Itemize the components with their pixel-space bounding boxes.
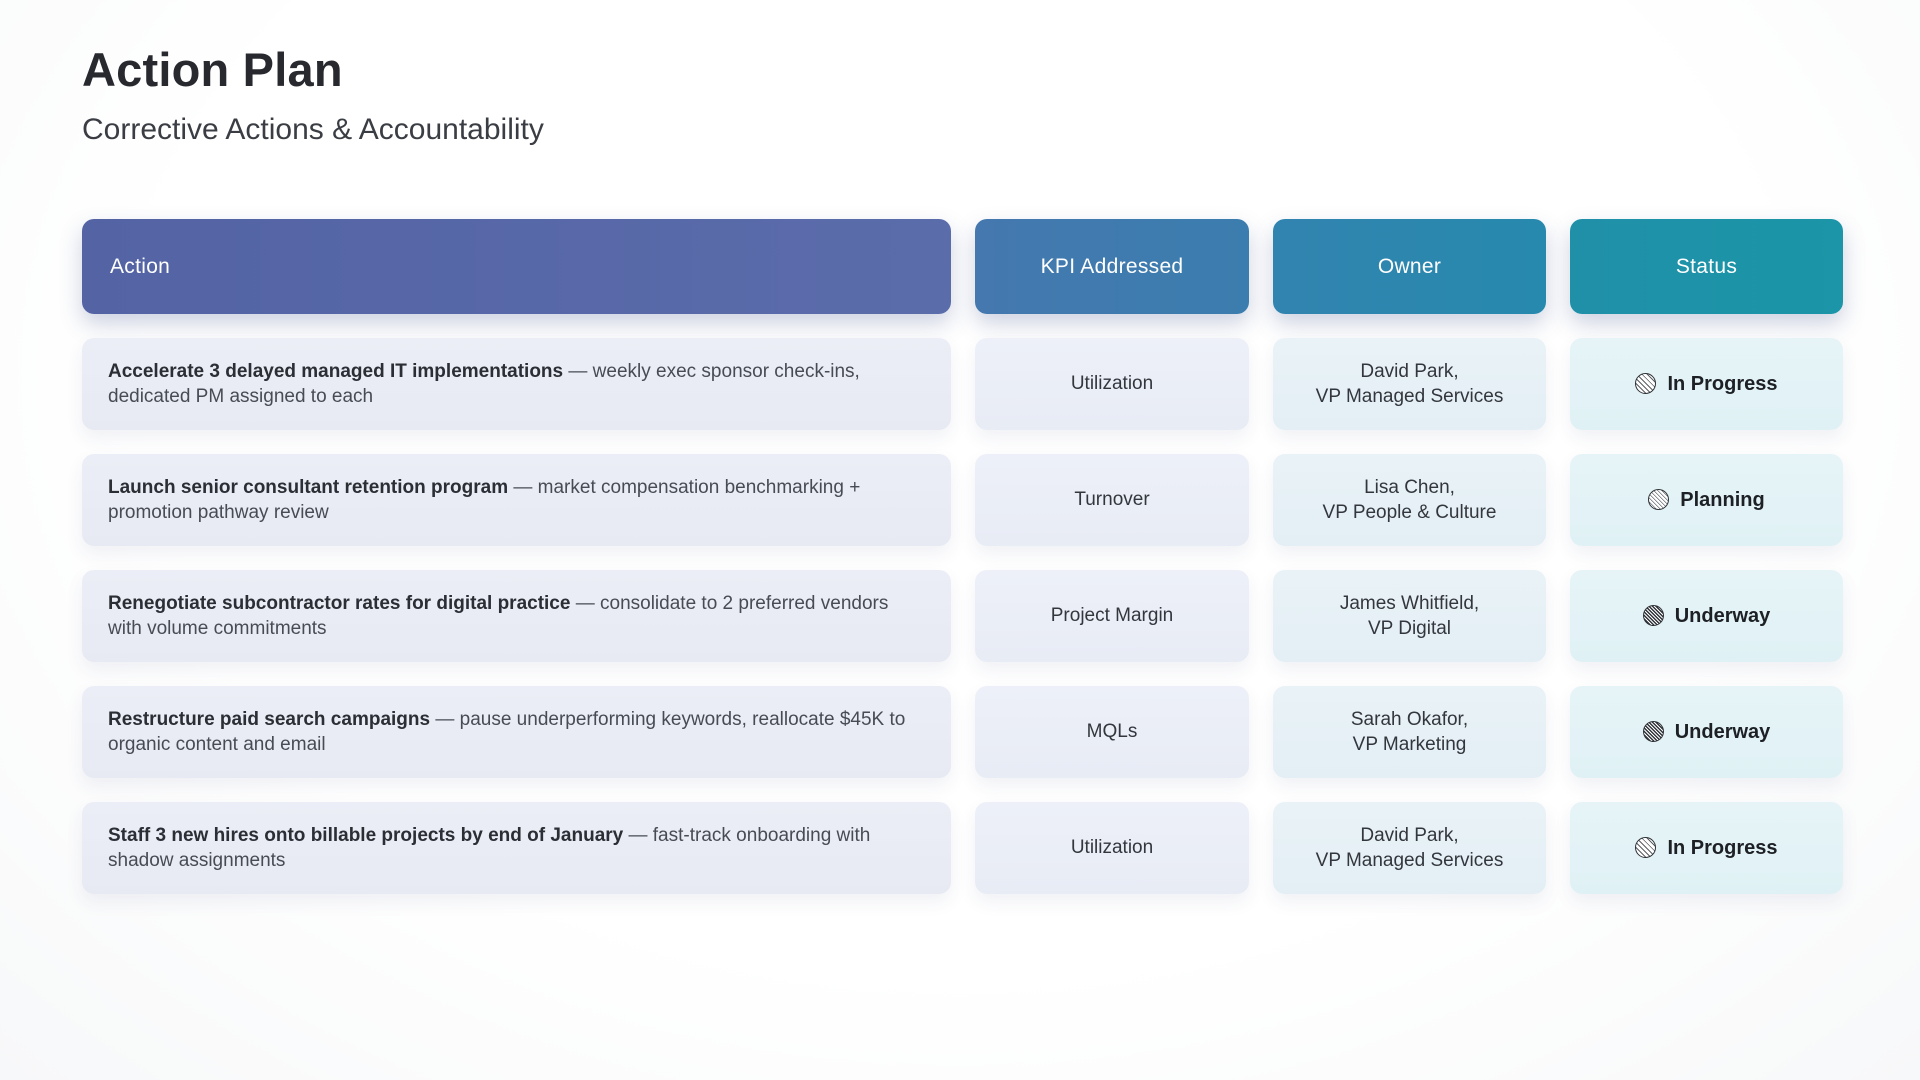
status-hatched-circle-icon [1643,605,1664,626]
owner-value [1316,823,1504,873]
table-row-1-action-cell [82,338,951,430]
owner-value [1351,707,1468,757]
status-badge [1648,487,1764,513]
owner-title: VP Managed Services [1315,850,1504,871]
owner-title: VP Digital [1367,618,1452,639]
table-row-2-status-cell [1570,454,1843,546]
action-detail: — weekly exec sponsor check-ins, dedicated PM assigned to each [108,360,860,407]
table-row-3-status-cell [1570,570,1843,662]
action-detail: — market compensation benchmarking + promotion pathway review [108,476,861,523]
action-detail: — fast-track onboarding with shadow assignments [108,824,871,871]
column-header-owner: Owner [1273,219,1546,314]
table-row-3-action-cell [82,570,951,662]
action-title: Staff 3 new hires onto billable projects by end of January [108,824,624,846]
column-header-kpi-addressed: KPI Addressed [975,219,1249,314]
action-title: Launch senior consultant retention program [108,476,509,498]
kpi-value: Turnover [1074,489,1150,511]
action-description [108,823,917,873]
table-row-4-kpi-cell [975,686,1249,778]
table-row-4-status-cell [1570,686,1843,778]
owner-name: Sarah Okafor, [1350,708,1469,730]
status-label: In Progress [1667,372,1778,395]
status-label: In Progress [1667,836,1778,859]
owner-title: VP People & Culture [1322,502,1497,523]
status-hatched-circle-icon [1635,373,1656,394]
table-row-5-status-cell [1570,802,1843,894]
table-row-1-owner-cell [1273,338,1546,430]
action-description [108,359,917,409]
action-description [108,591,917,641]
owner-value [1340,591,1479,641]
page-subtitle: Corrective Actions & Accountability [82,113,544,146]
owner-name: Lisa Chen, [1364,476,1455,498]
table-row-1-kpi-cell [975,338,1249,430]
action-description [108,475,917,525]
page-title: Action Plan [82,43,343,96]
owner-name: David Park, [1360,360,1459,382]
column-header-status: Status [1570,219,1843,314]
kpi-value: Utilization [1070,373,1154,395]
status-hatched-circle-icon [1643,721,1664,742]
action-detail: — pause underperforming keywords, reallocate $45K to organic content and email [108,708,906,755]
action-detail: — consolidate to 2 preferred vendors with volume commitments [108,592,889,639]
kpi-value: Project Margin [1050,605,1174,627]
kpi-value: MQLs [1086,721,1138,743]
table-row-5-kpi-cell [975,802,1249,894]
table-row-4-owner-cell [1273,686,1546,778]
status-hatched-circle-icon [1648,489,1669,510]
table-row-3-kpi-cell [975,570,1249,662]
status-hatched-circle-icon [1635,837,1656,858]
status-badge [1635,371,1777,397]
action-title: Restructure paid search campaigns [108,708,431,730]
status-badge [1643,719,1771,745]
status-label: Planning [1680,488,1765,511]
owner-title: VP Marketing [1352,734,1467,755]
owner-name: David Park, [1360,824,1459,846]
table-row-5-action-cell [82,802,951,894]
table-row-2-action-cell [82,454,951,546]
kpi-value: Utilization [1070,837,1154,859]
table-row-2-owner-cell [1273,454,1546,546]
owner-value [1316,359,1504,409]
action-title: Renegotiate subcontractor rates for digital practice [108,592,571,614]
status-badge [1643,603,1771,629]
action-description [108,707,917,757]
owner-value [1323,475,1497,525]
column-header-action: Action [82,219,951,314]
table-row-2-kpi-cell [975,454,1249,546]
status-label: Underway [1674,604,1771,627]
action-title: Accelerate 3 delayed managed IT implementations [108,360,564,382]
owner-name: James Whitfield, [1339,592,1480,614]
status-label: Underway [1674,720,1771,743]
table-row-5-owner-cell [1273,802,1546,894]
status-badge [1635,835,1777,861]
table-row-3-owner-cell [1273,570,1546,662]
owner-title: VP Managed Services [1315,386,1504,407]
table-row-1-status-cell [1570,338,1843,430]
action-plan-table [82,219,1838,894]
table-row-4-action-cell [82,686,951,778]
